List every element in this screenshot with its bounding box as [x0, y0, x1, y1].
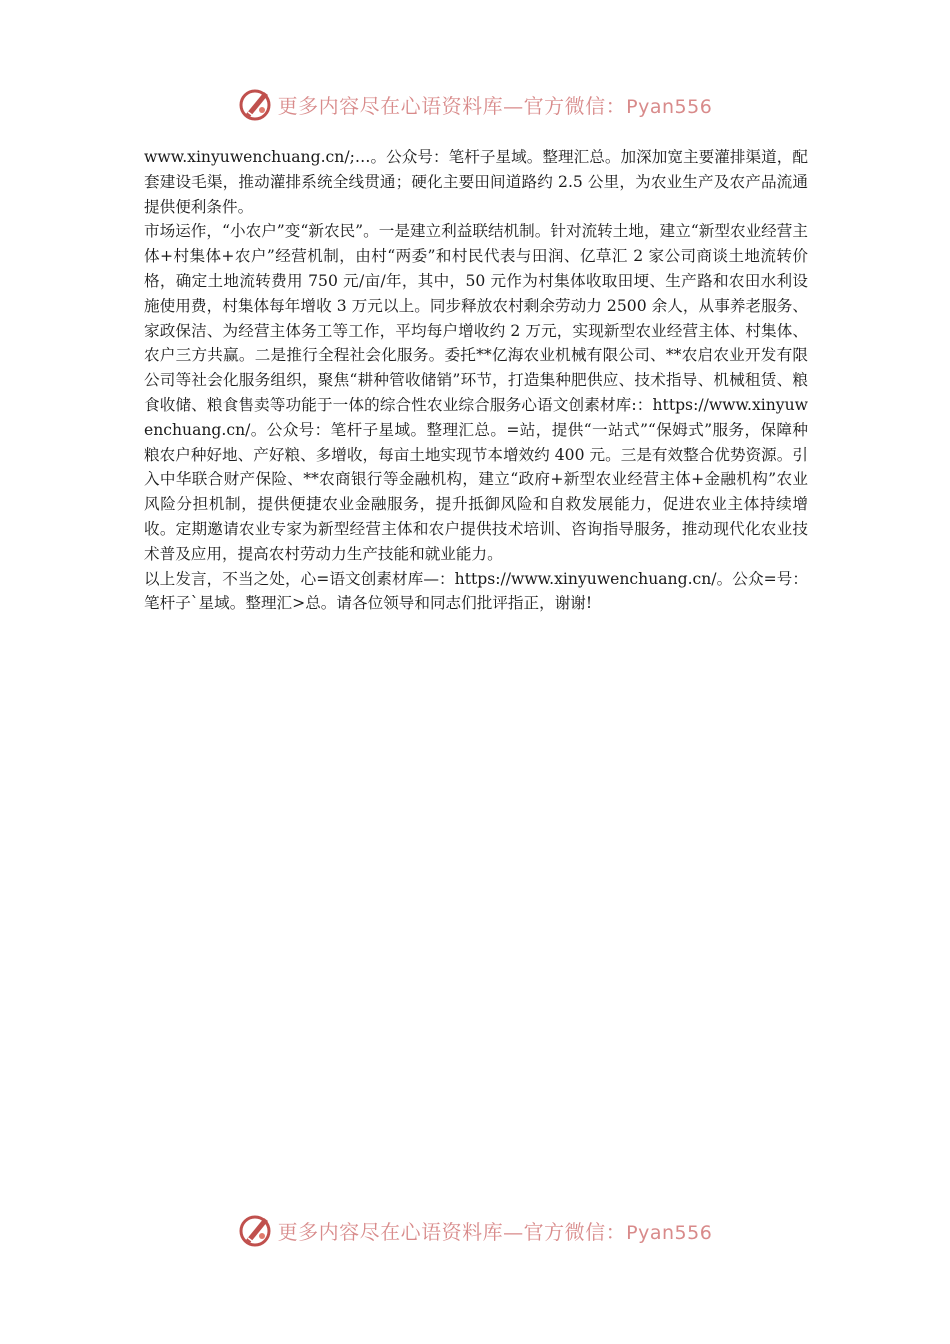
pen-logo-icon	[238, 1212, 274, 1248]
pen-logo-icon	[238, 86, 274, 122]
banner-text: 更多内容尽在心语资料库—官方微信：	[277, 93, 627, 118]
banner-wechat-id: Pyan556	[626, 95, 713, 118]
paragraph-1: www.xinyuwenchuang.cn/;…。公众号：笔杆子星域。整理汇总。加深加宽主要灌排渠道，配套建设毛渠，推动灌排系统全线贯通；硬化主要田间道路约 2.5 公里，为农业生产及农产品流通提供便利条件。	[144, 148, 808, 216]
footer-watermark	[0, 1208, 950, 1252]
header-watermark	[0, 82, 950, 126]
banner-wechat-id: Pyan556	[626, 1221, 713, 1244]
banner-text: 更多内容尽在心语资料库—官方微信：	[277, 1219, 627, 1244]
document-body	[144, 145, 808, 616]
paragraph-2: 市场运作，“小农户”变“新农民”。一是建立利益联结机制。针对流转土地，建立“新型农业经营主体+村集体+农户”经营机制，由村“两委”和村民代表与田润、亿草汇 2 家公司商谈土地流转价格，确定土地流转费用 750 元/亩/年，其中，50 元作为村集体收取田埂、生产路和农田水利设施使用费，村集体每年增收 3 万元以上。同步释放农村剩余劳动力 2500 余人，从事养老服务、家政保洁、为经营主体务工等工作，平均每户增收约 2 万元，实现新型农业经营主体、村集体、农户三方共赢。二是推行全程社会化服务。委托**亿海农业机械有限公司、**农启农业开发有限公司等社会化服务组织，聚焦“耕种管收储销”环节，打造集种肥供应、技术指导、机械租赁、粮食收储、粮食售卖等功能于一体的综合性农业综合服务心语文创素材库:：https://www.xinyuwenchuang.cn/。公众号：笔杆子星域。整理汇总。=站，提供“一站式”“保姆式”服务，保障种粮农户种好地、产好粮、多增收，每亩土地实现节本增效约 400 元。三是有效整合优势资源。引入中华联合财产保险、**农商银行等金融机构，建立“政府+新型农业经营主体+金融机构”农业风险分担机制，提供便捷农业金融服务，提升抵御风险和自救发展能力，促进农业主体持续增收。定期邀请农业专家为新型经营主体和农户提供技术培训、咨询指导服务，推动现代化农业技术普及应用，提高农村劳动力生产技能和就业能力。	[144, 222, 808, 563]
paragraph-3: 以上发言，不当之处，心=语文创素材库—：https://www.xinyuwenchuang.cn/。公众=号：笔杆子`星域。整理汇>总。请各位领导和同志们批评指正，谢谢!	[144, 569, 808, 613]
